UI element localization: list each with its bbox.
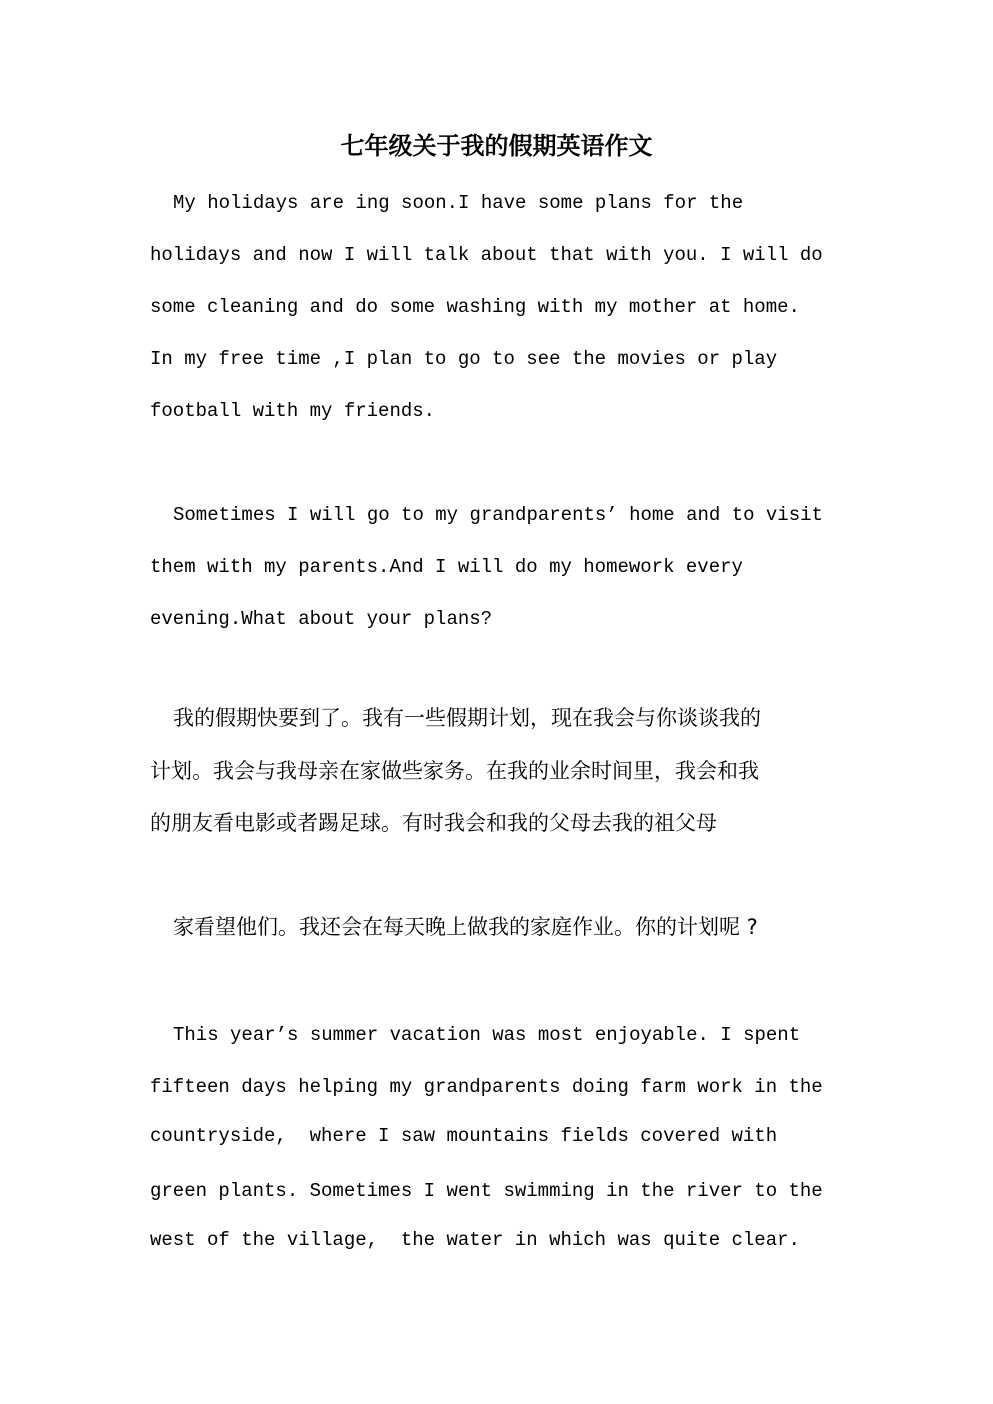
paragraph-4-line-1: 家看望他们。我还会在每天晚上做我的家庭作业。你的计划呢 ?	[173, 915, 758, 939]
paragraph-2-line-3: evening.What about your plans?	[150, 608, 493, 630]
paragraph-5-line-2: fifteen days helping my grandparents doing farm work in the	[150, 1076, 823, 1098]
paragraph-2-line-2: them with my parents.And I will do my homework every	[150, 556, 743, 578]
paragraph-5-line-5: west of the village, the water in which was quite clear.	[150, 1229, 800, 1251]
paragraph-1-line-2: holidays and now I will talk about that with you. I will do	[150, 244, 823, 266]
paragraph-3-line-3: 的朋友看电影或者踢足球。有时我会和我的父母去我的祖父母	[150, 811, 717, 835]
paragraph-5-line-4: green plants. Sometimes I went swimming in the river to the	[150, 1180, 823, 1202]
paragraph-3-line-2: 计划。我会与我母亲在家做些家务。在我的业余时间里，我会和我	[150, 759, 759, 783]
paragraph-3-line-1: 我的假期快要到了。我有一些假期计划，现在我会与你谈谈我的	[173, 706, 761, 730]
paragraph-1-line-3: some cleaning and do some washing with my mother at home.	[150, 296, 800, 318]
paragraph-1-line-1: My holidays are ing soon.I have some plans for the	[173, 192, 744, 214]
paragraph-5-line-1: This year’s summer vacation was most enjoyable. I spent	[173, 1024, 801, 1046]
paragraph-1-line-5: football with my friends.	[150, 400, 436, 422]
paragraph-1-line-4: In my free time ,I plan to go to see the movies or play	[150, 348, 778, 370]
document-title: 七年级关于我的假期英语作文	[340, 131, 653, 160]
paragraph-2-line-1: Sometimes I will go to my grandparents’ home and to visit	[173, 504, 823, 526]
paragraph-5-line-3: countryside, where I saw mountains fields covered with	[150, 1125, 778, 1147]
